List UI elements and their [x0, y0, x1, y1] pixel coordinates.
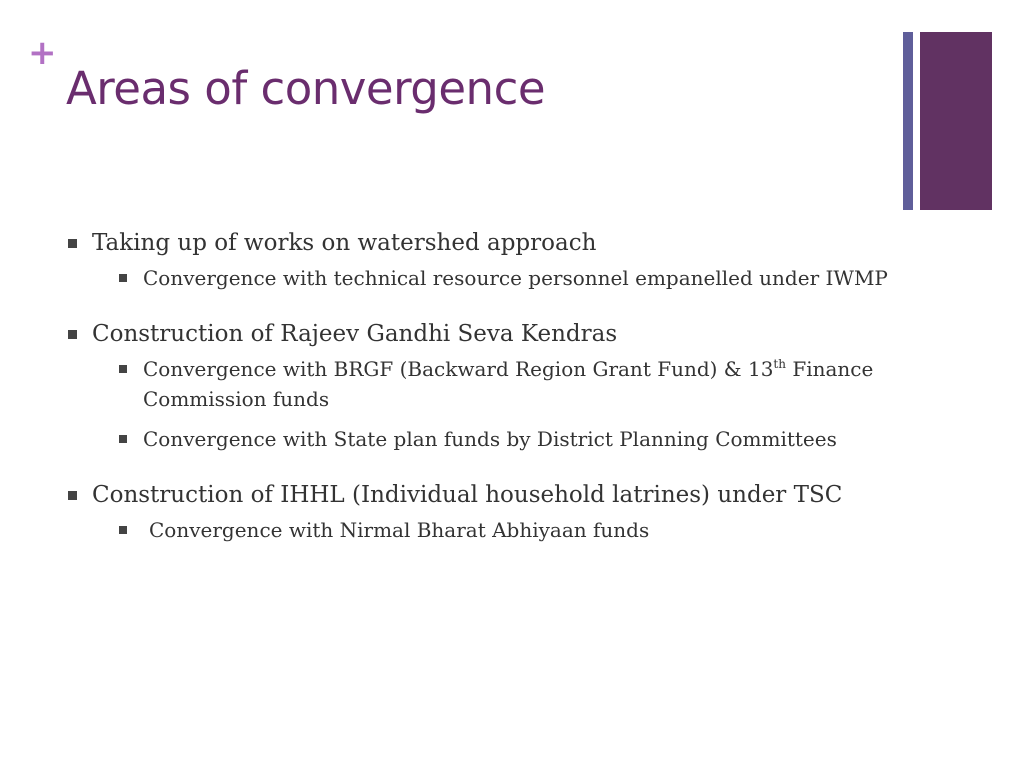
- sub-bullet-item-nirmal-bharat: [119, 515, 888, 545]
- sub-bullet-text-pre: Convergence with BRGF (Backward Region Grant Fund) & 13: [143, 357, 774, 381]
- square-bullet-icon: [119, 526, 127, 534]
- square-bullet-icon: [119, 435, 127, 443]
- bullet-text: Construction of Rajeev Gandhi Seva Kendras: [92, 321, 618, 347]
- sub-bullet-text-post: Finance Commission funds: [143, 357, 874, 411]
- accent-bar-wide: [920, 32, 992, 210]
- square-bullet-icon: [119, 365, 127, 373]
- accent-bar-thin: [903, 32, 913, 210]
- bullet-item-ihhl: [68, 478, 888, 512]
- sub-bullet-text: Convergence with Nirmal Bharat Abhiyaan funds: [149, 518, 650, 542]
- sub-bullet-text: Convergence with technical resource personnel empanelled under IWMP: [143, 266, 888, 290]
- sub-bullet-item-brgf: [119, 354, 888, 414]
- bullet-item-seva-kendras: [68, 317, 888, 351]
- bullet-list: [68, 226, 888, 545]
- bullet-text: Taking up of works on watershed approach: [92, 230, 597, 256]
- bullet-item-watershed: [68, 226, 888, 260]
- slide-title: Areas of convergence: [66, 62, 546, 115]
- sub-bullet-item-iwmp: [119, 263, 888, 293]
- ordinal-suffix: th: [773, 357, 786, 371]
- sub-bullet-text: Convergence with State plan funds by District Planning Committees: [143, 427, 837, 451]
- plus-mark-icon: +: [28, 33, 57, 73]
- square-bullet-icon: [68, 330, 77, 339]
- square-bullet-icon: [119, 274, 127, 282]
- bullet-text: Construction of IHHL (Individual household latrines) under TSC: [92, 482, 843, 508]
- square-bullet-icon: [68, 239, 77, 248]
- sub-bullet-item-state-plan: [119, 424, 888, 454]
- square-bullet-icon: [68, 491, 77, 500]
